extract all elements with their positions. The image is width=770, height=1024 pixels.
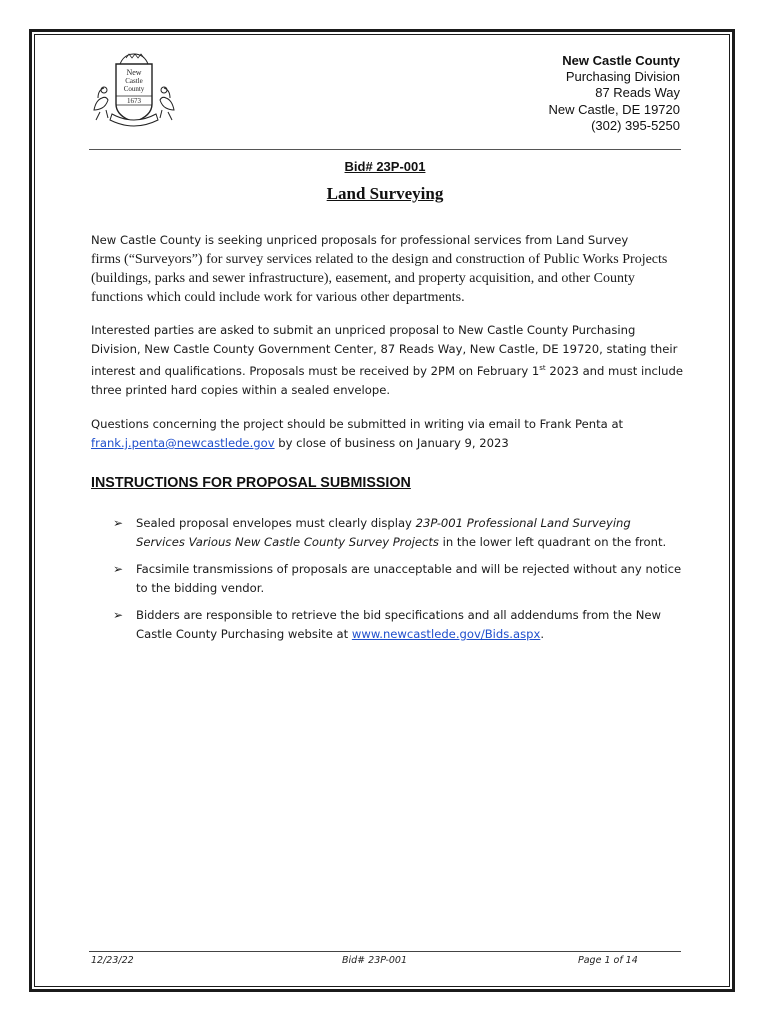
footer-bid-number: Bid# 23P-001 <box>342 955 408 966</box>
footer-divider <box>89 951 681 952</box>
bid-number: Bid# 23P-001 <box>344 159 426 174</box>
arrow-bullet-icon: ➢ <box>113 608 124 622</box>
seal-text-new: New <box>126 68 142 77</box>
list-item <box>113 514 683 552</box>
bids-website-link[interactable]: www.newcastlede.gov/Bids.aspx <box>351 627 541 641</box>
questions-text-a: Questions concerning the project should be submitted in writing via email to Frank Penta at <box>91 417 624 431</box>
item2-text: Facsimile transmissions of proposals are unacceptable and will be rejected without any notice to the bidding vendor. <box>136 562 682 595</box>
arrow-bullet-icon: ➢ <box>113 516 124 530</box>
submission-paragraph <box>91 321 683 400</box>
intro-serif-text: firms (“Surveyors”) for survey services related to the design and construction of Public Works Projects (buildings, parks and sewer infrastructure), easement, and property acquisition, and other County functions which could include work for various other departments. <box>91 252 668 305</box>
instructions-list <box>113 514 683 652</box>
footer-page-number: Page 1 of 14 <box>578 955 638 966</box>
item3-text-a: Bidders are responsible to retrieve the bid specifications and all addendums from the New Castle County Purchasing website at <box>136 608 662 641</box>
item3-text-b: . <box>540 627 545 641</box>
phone-number: (302) 395-5250 <box>591 117 680 133</box>
submission-superscript: st <box>539 364 546 372</box>
list-item <box>113 560 683 598</box>
footer-date: 12/23/22 <box>91 955 134 966</box>
division-name: Purchasing Division <box>565 69 680 85</box>
questions-paragraph <box>91 415 683 453</box>
document-title: Land Surveying <box>326 184 444 203</box>
instructions-heading: INSTRUCTIONS FOR PROPOSAL SUBMISSION <box>91 475 411 491</box>
contact-email-link[interactable]: frank.j.penta@newcastlede.gov <box>91 436 275 450</box>
item1-text-a: Sealed proposal envelopes must clearly display <box>136 516 416 530</box>
submission-text-a: Interested parties are asked to submit an unpriced proposal to New Castle County Purchasing Division, New Castle County Government Center, 87 Reads Way, New Castle, DE 19720, stating their interest and qualifications. Proposals must be received by 2PM on February 1 <box>91 323 678 378</box>
seal-text-year: 1673 <box>127 97 141 105</box>
org-name: New Castle County <box>562 53 680 68</box>
questions-text-b: by close of business on January 9, 2023 <box>274 436 509 450</box>
intro-paragraph <box>91 231 683 307</box>
seal-text-county: County <box>123 85 145 93</box>
header-divider <box>89 149 681 150</box>
seal-text-castle: Castle <box>125 77 143 85</box>
item1-text-b: in the lower left quadrant on the front. <box>438 535 667 549</box>
list-item <box>113 606 683 644</box>
intro-sans-text: New Castle County is seeking unpriced proposals for professional services from Land Survey <box>91 233 629 247</box>
street-address: 87 Reads Way <box>595 85 680 101</box>
address-block <box>548 53 680 134</box>
item1-italic-text: 23P-001 Professional Land Surveying Services Various New Castle County Survey Projects <box>136 516 631 549</box>
submission-text-b: 2023 and must include three printed hard copies within a sealed envelope. <box>91 363 683 397</box>
county-seal-logo <box>86 52 182 128</box>
city-state-zip: New Castle, DE 19720 <box>548 101 680 117</box>
arrow-bullet-icon: ➢ <box>113 562 124 576</box>
